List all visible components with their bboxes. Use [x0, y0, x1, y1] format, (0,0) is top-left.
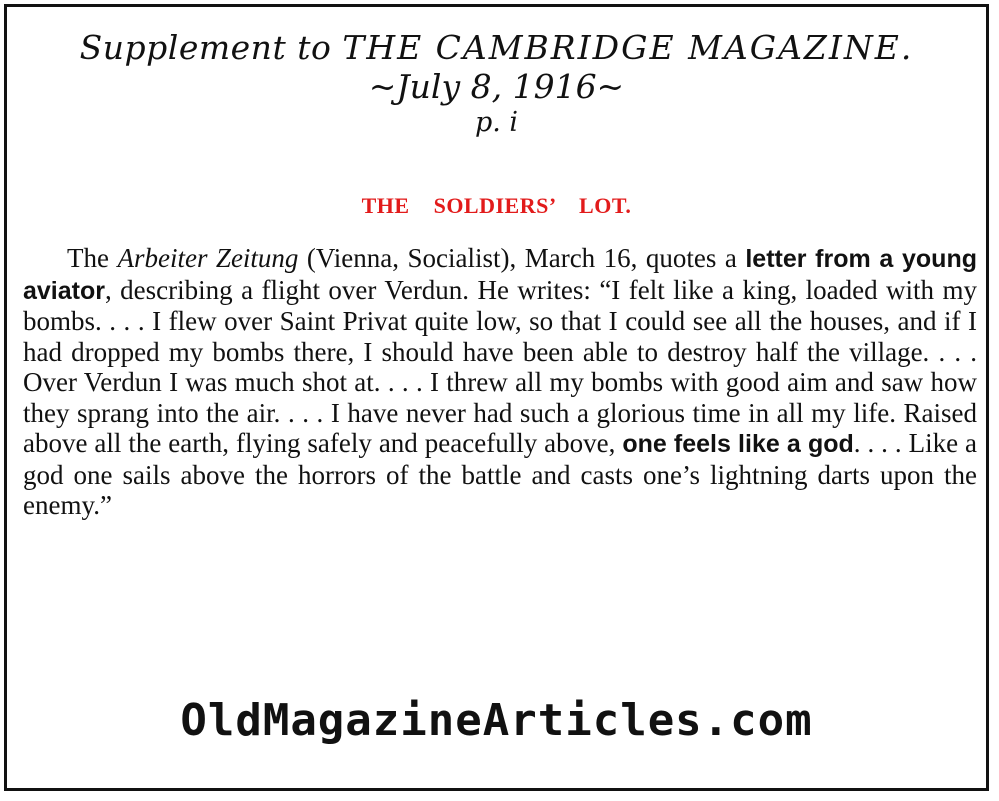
article-title: THE SOLDIERS’ LOT. — [361, 193, 632, 218]
magazine-name: THE CAMBRIDGE MAGAZINE. — [342, 28, 914, 67]
body-text-5: , describing a flight over Verdun. He writes: “I felt like a king, loaded with my bombs. . . . I flew over Saint Privat quite low, so that I could see all the houses, and if I had dropped my bombs there, I should have been able to destroy half the village. . . . Over Verdun I was much shot at. . . . I threw all my bombs with good aim and saw how they sprang into the air. . . . I have never had such a glorious time in all my life. Raised above all the earth, flying safely and peacefully above, — [23, 274, 977, 458]
supplement-prefix: Supplement to — [79, 28, 343, 67]
masthead — [7, 29, 986, 139]
supplement-line — [7, 29, 986, 68]
body-text-3: (Vienna, Socialist), March 16, quotes a — [298, 243, 746, 273]
issue-date: ~July 8, 1916~ — [368, 66, 625, 106]
site-watermark: OldMagazineArticles.com — [180, 695, 813, 746]
body-text-1: The — [67, 243, 118, 273]
page-frame — [4, 4, 989, 791]
highlight-god: one feels like a god — [622, 430, 854, 458]
highlight-aviator: letter from a young aviator — [23, 245, 977, 305]
page-number: p. i — [474, 106, 519, 138]
article-body — [23, 243, 977, 521]
newspaper-name: Arbeiter Zeitung — [117, 243, 299, 273]
body-text-7: . . . . Like a god one sails above the horrors of the battle and casts one’s lightning darts upon the enemy.” — [23, 428, 977, 520]
